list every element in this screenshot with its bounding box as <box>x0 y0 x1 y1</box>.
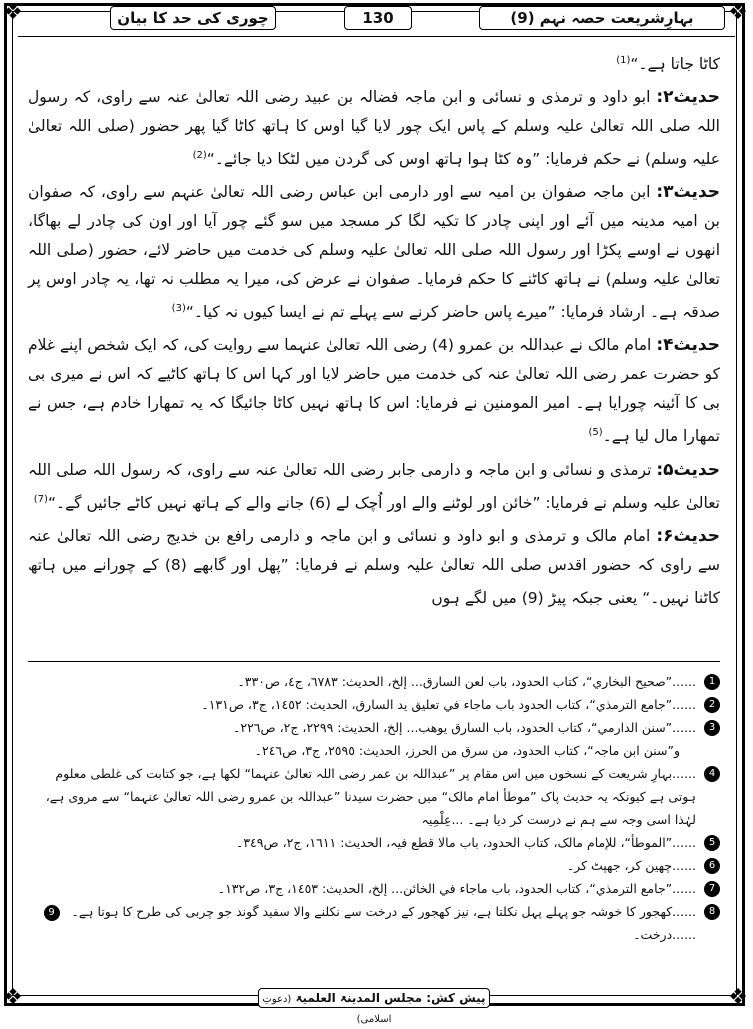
page-number: 130 <box>344 6 412 30</box>
footnote: 6 ......چھین کر، جھپٹ کر۔ <box>28 854 720 877</box>
footnote: 5 ......”الموطأ“، للإمام مالک، کتاب الحدود، باب مالا قطع فیہ، الحدیث: ١٦١١، ج٢، ص٣٤٩۔ <box>28 831 720 854</box>
main-text <box>28 46 720 617</box>
paragraph: حدیث۳: ابن ماجہ صفوان بن امیہ سے اور دارمی ابن عباس رضی اللہ تعالیٰ عنہم سے راوی، کہ صفوان بن امیہ مدینہ میں آئے اور اپنی چادر کا تکیہ لگا کر مسجد میں سو گئے چور آیا اور اون کی چادر لے بھاگا، انھوں نے اوسے پکڑا اور رسول اللہ صلی اللہ تعالیٰ علیہ وسلم کی خدمت میں حاضر لائے، حضور (صلی اللہ تعالیٰ علیہ وسلم) نے ہاتھ کاٹنے کا حکم فرمایا۔ صفوان نے عرض کی، میرا یہ مطلب نہ تھا، یہ چادر اوس پر صدقہ ہے۔ ارشاد فرمایا: ”میرے پاس حاضر کرنے سے پہلے تم نے ایسا کیوں نہ کیا۔“$^{(3)}$ <box>28 182 720 322</box>
footnote-divider <box>28 661 720 662</box>
chapter-title: چوری کی حد کا بیان <box>110 6 276 30</box>
book-title: بہارِشریعت حصہ نہم (9) <box>479 6 725 30</box>
footnote: 4 ......بہارِ شریعت کے نسخوں میں اس مقام پر ”عبداللہ بن عمر رضی اللہ تعالیٰ عنہما“ لکھا ہے، جو کتابت کی غلطی معلوم ہوتی ہے کیونکہ یہ حدیث پاک ”موطأ امام مالک“ میں حضرت سیدنا ”عبداللہ بن عمرو رضی اللہ تعالیٰ عنہما“ سے مروی ہے، لہٰذا اسی وجہ سے ہم نے درست کر دیا ہے۔ ...عِلْمِیہ <box>28 762 720 831</box>
header-divider <box>18 36 735 37</box>
corner-ornament-icon: ❖ <box>3 0 23 25</box>
publisher-footer <box>258 988 490 1025</box>
page-header <box>18 6 735 32</box>
publisher-name: مجلس المدینۃ العلمیۃ <box>295 991 423 1005</box>
footnote: 3 ......”سنن الدارمي“، کتاب الحدود، باب السارق یوھب... إلخ، الحدیث: ٢٢٩٩، ج٢، ص٢٢٦۔ <box>28 716 720 739</box>
corner-ornament-icon: ❖ <box>3 985 23 1010</box>
footnote-continuation: و”سنن ابن ماجہ“، کتاب الحدود، من سرق من الحرز، الحدیث: ٢٥٩٥، ج٣، ص٢٤٦۔ <box>254 743 680 758</box>
footnote: 1 ......”صحیح البخاري“، کتاب الحدود، باب لعن السارق... إلخ، الحدیث: ٦٧٨٣، ج٤، ص٣٣٠۔ <box>28 670 720 693</box>
corner-ornament-icon: ❖ <box>728 985 748 1010</box>
paragraph: حدیث۲: ابو داود و ترمذی و نسائی و ابن ماجہ فضالہ بن عبید رضی اللہ تعالیٰ عنہ سے راوی، کہ رسول اللہ صلی اللہ تعالیٰ علیہ وسلم کے پاس ایک چور لایا گیا اوس کا ہاتھ کاٹا گیا پھر حضور (صلی اللہ تعالیٰ علیہ وسلم) نے حکم فرمایا: ”وہ کٹا ہوا ہاتھ اوس کی گردن میں لٹکا دیا جائے۔“$^{(2)}$ <box>28 87 720 169</box>
footnote: 2 ......”جامع الترمذي“، کتاب الحدود باب ماجاء في تعلیق ید السارق، الحدیث: ١٤٥٢، ج٣، ص١٣١۔ <box>28 693 720 716</box>
paragraph: حدیث۶: امام مالک و ترمذی و ابو داود و نسائی و ابن ماجہ و دارمی رافع بن خدیج رضی اللہ تعالیٰ عنہ سے راوی کہ حضور اقدس صلی اللہ تعالیٰ علیہ وسلم نے فرمایا: ”پھل اور گابھے (8) کے چورانے میں ہاتھ کاٹنا نہیں۔“ یعنی جبکہ پیڑ (9) میں لگے ہوں <box>28 525 720 607</box>
corner-ornament-icon: ❖ <box>728 0 748 25</box>
footnotes <box>28 670 720 946</box>
paragraph: کاٹا جاتا ہے۔“$^{(1)}$ <box>616 55 720 74</box>
footnote: 8 ......کھجور کا خوشہ جو پہلے پہل نکلتا ہے، نیز کھجور کے درخت سے نکلنے والا سفید گوند جو چربی کی طرح کا ہوتا ہے۔ 9......درخت۔ <box>28 900 720 946</box>
paragraph: حدیث۵: ترمذی و نسائی و ابن ماجہ و دارمی جابر رضی اللہ تعالیٰ عنہ سے راوی، کہ رسول اللہ صلی اللہ تعالیٰ علیہ وسلم نے فرمایا: ”خائن اور لوٹنے والے اور اُچک لے (6) جانے والے کے ہاتھ نہیں کاٹے جائیں گے۔“$^{(7)}$ <box>28 459 720 512</box>
footer-label: پیش کش: <box>426 991 486 1005</box>
paragraph: حدیث۴: امام مالک نے عبداللہ بن عمرو (4) رضی اللہ تعالیٰ عنہما سے روایت کی، کہ ایک شخص اپنے غلام کو حضرت عمر رضی اللہ تعالیٰ عنہ کی خدمت میں حاضر لایا اور کہا اس کا ہاتھ کاٹیے کہ اس نے میری بی بی کا آئینہ چورایا ہے۔ امیر المومنین نے فرمایا: اس کا ہاتھ نہیں کاٹا جائیگا کہ یہ تمھارا خادم ہے، جس نے تمھارا مال لیا ہے۔$^{(5)}$ <box>28 335 720 446</box>
footnote: 7 ......”جامع الترمذي“، کتاب الحدود، باب ماجاء في الخائن... إلخ، الحدیث: ١٤٥٣، ج٣، ص١٣٢۔ <box>28 877 720 900</box>
publisher-sub: (دعوتِ اسلامی) <box>262 994 392 1025</box>
